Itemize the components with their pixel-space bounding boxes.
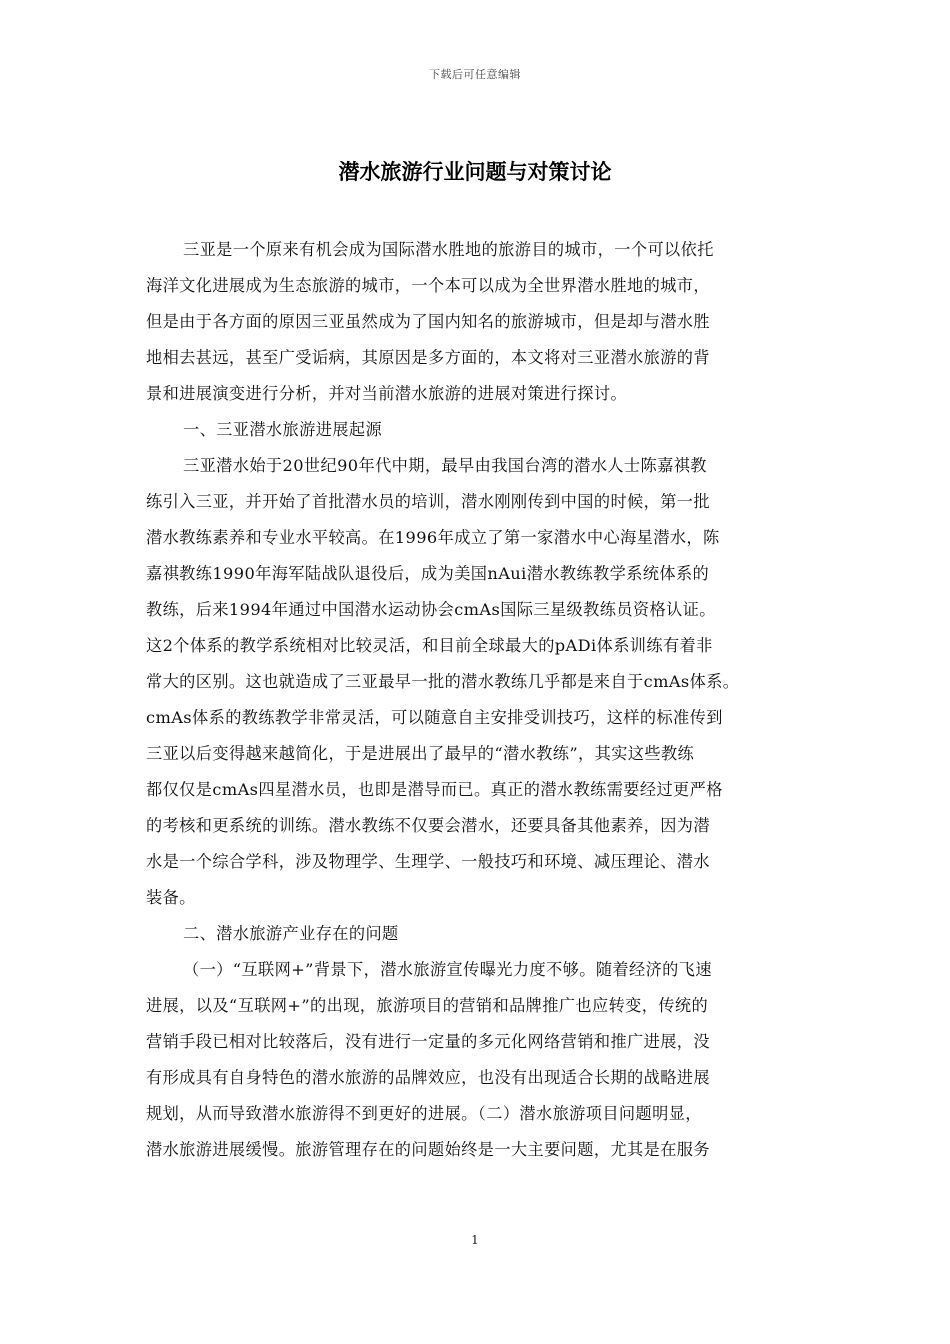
body-line: 地相去甚远，甚至广受诟病，其原因是多方面的，本文将对三亚潜水旅游的背 [146, 348, 710, 367]
body-line: 水是一个综合学科，涉及物理学、生理学、一般技巧和环境、减压理论、潜水 [146, 852, 710, 871]
document-title: 潜水旅游行业问题与对策讨论 [338, 159, 612, 184]
body-line: 装备。 [146, 888, 196, 907]
body-line: 有形成具有自身特色的潜水旅游的品牌效应，也没有出现适合长期的战略进展 [146, 1068, 710, 1087]
body-line: 潜水教练素养和专业水平较高。在1996年成立了第一家潜水中心海星潜水，陈 [146, 528, 720, 547]
body-line: 三亚是一个原来有机会成为国际潜水胜地的旅游目的城市，一个可以依托 [183, 240, 714, 259]
section-heading-1: 一、三亚潜水旅游进展起源 [183, 420, 383, 439]
body-line: 常大的区别。这也就造成了三亚最早一批的潜水教练几乎都是来自于cmAs体系。 [146, 672, 740, 691]
body-line: 三亚潜水始于20世纪90年代中期，最早由我国台湾的潜水人士陈嘉祺教 [183, 456, 707, 475]
body-line: （一）“互联网+”背景下，潜水旅游宣传曝光力度不够。随着经济的飞速 [183, 960, 712, 979]
body-line: 进展，以及“互联网+”的出现，旅游项目的营销和品牌推广也应转变，传统的 [146, 996, 709, 1015]
section-heading-2: 二、潜水旅游产业存在的问题 [183, 924, 399, 943]
body-line: 教练，后来1994年通过中国潜水运动协会cmAs国际三星级教练员资格认证。 [146, 600, 716, 619]
page-number: 1 [471, 1233, 479, 1247]
body-line: cmAs体系的教练教学非常灵活，可以随意自主安排受训技巧，这样的标准传到 [146, 708, 723, 727]
document-body [146, 232, 820, 1168]
body-line: 但是由于各方面的原因三亚虽然成为了国内知名的旅游城市，但是却与潜水胜 [146, 312, 710, 331]
body-line: 这2个体系的教学系统相对比较灵活，和目前全球最大的pADi体系训练有着非 [146, 636, 713, 655]
body-line: 海洋文化进展成为生态旅游的城市，一个本可以成为全世界潜水胜地的城市， [146, 276, 710, 295]
body-line: 潜水旅游进展缓慢。旅游管理存在的问题始终是一大主要问题，尤其是在服务 [146, 1140, 710, 1159]
body-line: 规划，从而导致潜水旅游得不到更好的进展。（二）潜水旅游项目问题明显， [146, 1104, 702, 1123]
body-line: 都仅仅是cmAs四星潜水员，也即是潜导而已。真正的潜水教练需要经过更严格 [146, 780, 723, 799]
page-header-note: 下载后可任意编辑 [429, 68, 521, 81]
body-line: 练引入三亚，并开始了首批潜水员的培训，潜水刚刚传到中国的时候，第一批 [146, 492, 710, 511]
body-line: 的考核和更系统的训练。潜水教练不仅要会潜水，还要具备其他素养，因为潜 [146, 816, 710, 835]
body-line: 嘉祺教练1990年海军陆战队退役后，成为美国nAui潜水教练教学系统体系的 [146, 564, 710, 583]
body-line: 景和进展演变进行分析，并对当前潜水旅游的进展对策进行探讨。 [146, 384, 628, 403]
body-line: 营销手段已相对比较落后，没有进行一定量的多元化网络营销和推广进展，没 [146, 1032, 710, 1051]
body-line: 三亚以后变得越来越简化，于是进展出了最早的“潜水教练”，其实这些教练 [146, 744, 695, 763]
